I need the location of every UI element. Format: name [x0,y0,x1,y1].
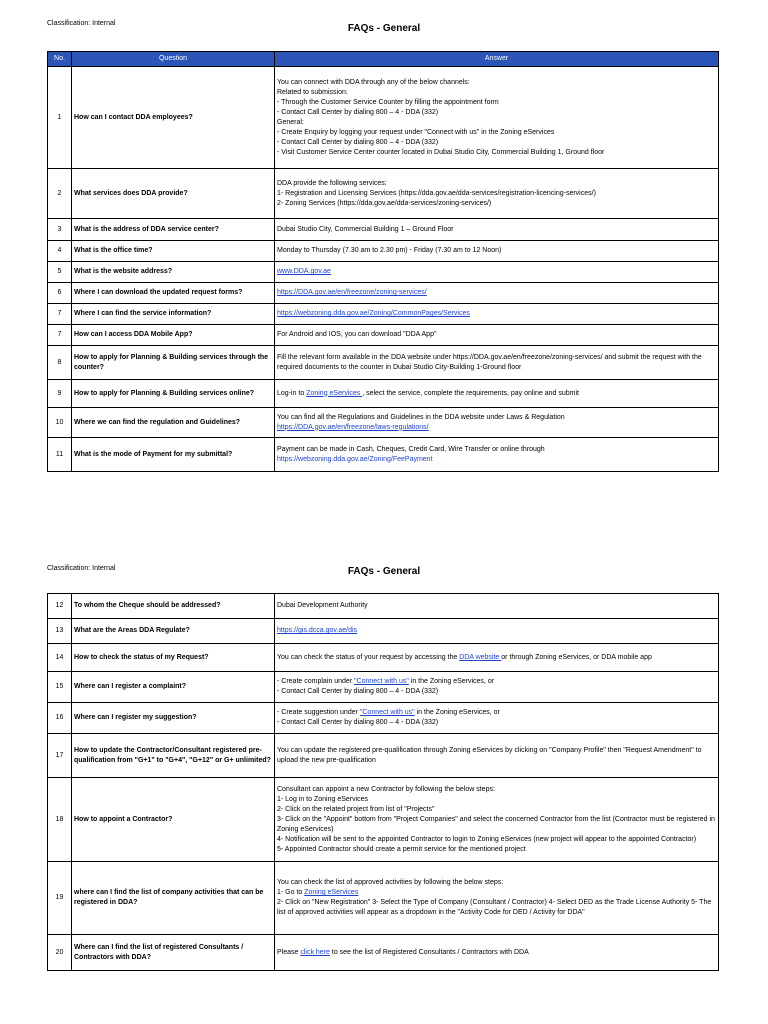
answer-cell: Consultant can appoint a new Contractor by following the below steps: 1- Log in to Zoning eServices 2- Click on the related project from list of "Projects" 3- Click on the "Appoint" bottom from "Project Companies" and select the concerned Contractor from the list (Contractor must be registered in Zoning eServices) 4- Notification will be sent to the appointed Contractor to login to Zoning eServices (new project will appear to the appointed Contractor) 5- Appointed Contractor should create a permit service for the mentioned project [275,778,719,862]
question-cell: What services does DDA provide? [72,169,275,219]
question-cell: Where we can find the regulation and Guidelines? [72,408,275,438]
page-2 [0,555,768,1024]
question-cell: How to appoint a Contractor? [72,778,275,862]
table-row [48,778,719,862]
answer-text: You can check the list of approved activities by following the below steps: [277,879,504,886]
table-row [48,283,719,304]
answer-cell: Dubai Studio City, Commercial Building 1 – Ground Floor [275,219,719,241]
fee-payment-url: https://webzoning.dda.gov.ae/Zoning/FeePayment [277,455,433,463]
answer-text: - Create suggestion under [277,709,360,716]
question-cell: Where can I find the list of registered Consultants / Contractors with DDA? [72,935,275,971]
answer-text: Payment can be made in Cash, Cheques, Credit Card, Wire Transfer or online through [277,445,545,453]
table-row [48,380,719,408]
question-cell: What is the mode of Payment for my submittal? [72,438,275,472]
row-number: 6 [48,283,72,304]
answer-cell: DDA provide the following services: 1- Registration and Licensing Services (https://dda.gov.ae/dda-services/registration-licencing-services/) 2- Zoning Services (https://dda.gov.ae/dda-services/zoning-services/) [275,169,719,219]
question-cell: How to apply for Planning & Building services online? [72,380,275,408]
answer-cell: Dubai Development Authority [275,594,719,619]
question-cell: How can I access DDA Mobile App? [72,325,275,346]
page-title: FAQs - General [347,23,421,34]
header-no: No. [48,52,72,67]
question-cell: Where I can find the service information? [72,304,275,325]
answer-text: in the Zoning eServices, or [414,709,500,716]
answer-cell [275,304,719,325]
question-cell: How to apply for Planning & Building services through the counter? [72,346,275,380]
answer-cell [275,672,719,703]
row-number: 16 [48,703,72,734]
answer-cell [275,619,719,644]
table-row [48,262,719,283]
table-row [48,935,719,971]
table-row [48,619,719,644]
answer-cell [275,408,719,438]
row-number: 9 [48,380,72,408]
answer-cell: For Android and IOS, you can download "DDA App" [275,325,719,346]
row-number: 20 [48,935,72,971]
row-number: 4 [48,241,72,262]
row-number: 1 [48,67,72,169]
row-number: 15 [48,672,72,703]
answer-cell [275,644,719,672]
row-number: 18 [48,778,72,862]
faq-table [47,51,719,472]
question-cell: How to check the status of my Request? [72,644,275,672]
row-number: 7 [48,325,72,346]
answer-cell [275,438,719,472]
row-number: 3 [48,219,72,241]
question-cell: What is the website address? [72,262,275,283]
services-link[interactable]: https://webzoning.dda.gov.ae/Zoning/CommonPages/Services [277,310,470,317]
answer-text: , select the service, complete the requirements, pay online and submit [362,389,579,397]
answer-text: You can find all the Regulations and Guidelines in the DDA website under Laws & Regulation [277,413,565,421]
forms-link[interactable]: https://DDA.gov.ae/en/freezone/zoning-services/ [277,289,427,296]
table-row [48,408,719,438]
click-here-link[interactable]: click here [300,948,330,956]
row-number: 2 [48,169,72,219]
table-row [48,644,719,672]
row-number: 5 [48,262,72,283]
answer-text: to see the list of Registered Consultants / Contractors with DDA [329,948,529,956]
zoning-eservices-link[interactable]: Zoning eServices [306,389,363,397]
question-cell: Where I can download the updated request forms? [72,283,275,304]
table-row [48,219,719,241]
question-cell: What are the Areas DDA Regulate? [72,619,275,644]
answer-text: 1- Go to [277,889,305,896]
answer-cell [275,262,719,283]
answer-text: in the Zoning eServices, or [408,678,495,685]
answer-cell [275,703,719,734]
answer-text: You can check the status of your request by accessing the [277,653,460,661]
connect-with-us-link[interactable]: "Connect with us" [354,678,409,685]
answer-cell: Monday to Thursday (7.30 am to 2.30 pm) - Friday (7.30 am to 12 Noon) [275,241,719,262]
table-row [48,438,719,472]
page-title: FAQs - General [347,566,421,577]
row-number: 8 [48,346,72,380]
website-link[interactable]: www.DDA.gov.ae [277,268,331,275]
answer-cell [275,380,719,408]
row-number: 14 [48,644,72,672]
question-cell: What is the address of DDA service center? [72,219,275,241]
row-number: 10 [48,408,72,438]
question-cell: To whom the Cheque should be addressed? [72,594,275,619]
table-row [48,734,719,778]
answer-cell [275,862,719,935]
laws-regulations-link[interactable]: https://DDA.gov.ae/en/freezone/laws-regulations/ [277,423,429,431]
classification-label: Classification: Internal [47,20,116,27]
table-header-row [48,52,719,67]
answer-text: - Create complain under [277,678,355,685]
question-cell: Where can I register my suggestion? [72,703,275,734]
answer-text: 2- Click on "New Registration" 3- Select the Type of Company (Consultant / Contractor) 4- Select DED as the Trade License Authority 5- The list of approved activities will appear as a dropdown in the "Activity Code for DED / Activity for DDA" [277,899,712,916]
table-row [48,325,719,346]
table-row [48,703,719,734]
faq-table [47,593,719,971]
dda-website-link[interactable]: DDA website [459,653,502,661]
page-1 [0,0,768,500]
table-row [48,169,719,219]
answer-cell: You can update the registered pre-qualification through Zoning eServices by clicking on "Company Profile" then "Request Amendment" to upload the new pre-qualification [275,734,719,778]
table-row [48,672,719,703]
table-row [48,241,719,262]
classification-label: Classification: Internal [47,565,116,572]
answer-text: or through Zoning eServices, or DDA mobile app [501,653,652,661]
table-row [48,594,719,619]
row-number: 7 [48,304,72,325]
table-row [48,67,719,169]
answer-cell: You can connect with DDA through any of the below channels: Related to submission: - Through the Customer Service Counter by filling the appointment form - Contact Call Center by dialing 800 – 4 - DDA (332) General: - Create Enquiry by logging your request under "Connect with us" in the Zoning eServices - Contact Call Center by dialing 800 – 4 - DDA (332) - Visit Customer Service Center counter located in Dubai Studio City, Commercial Building 1, Ground floor [275,67,719,169]
row-number: 17 [48,734,72,778]
answer-text: - Contact Call Center by dialing 800 – 4 - DDA (332) [277,719,439,726]
header-answer: Answer [275,52,719,67]
header-question: Question [72,52,275,67]
table-row [48,346,719,380]
table-row [48,304,719,325]
answer-cell [275,935,719,971]
gis-link[interactable]: https://gis.dcca.gov.ae/dis [277,627,358,634]
answer-text: - Contact Call Center by dialing 800 – 4 - DDA (332) [277,688,439,695]
question-cell: where can I find the list of company activities that can be registered in DDA? [72,862,275,935]
answer-text: Log-in to [277,389,307,397]
row-number: 13 [48,619,72,644]
answer-text: Please [277,948,301,956]
answer-cell: Fill the relevant form available in the DDA website under https://DDA.gov.ae/en/freezone/zoning-services/ and submit the request with the required documents to the counter in Dubai Studio City-Building 1-Ground floor [275,346,719,380]
question-cell: How can I contact DDA employees? [72,67,275,169]
row-number: 11 [48,438,72,472]
question-cell: How to update the Contractor/Consultant registered pre-qualification from "G+1" to "G+4", "G+12" or G+ unlimited? [72,734,275,778]
question-cell: Where can I register a complaint? [72,672,275,703]
row-number: 19 [48,862,72,935]
question-cell: What is the office time? [72,241,275,262]
table-row [48,862,719,935]
answer-cell [275,283,719,304]
connect-with-us-link[interactable]: "Connect with us" [359,709,415,716]
zoning-eservices-link[interactable]: Zoning eServices [304,889,359,896]
row-number: 12 [48,594,72,619]
